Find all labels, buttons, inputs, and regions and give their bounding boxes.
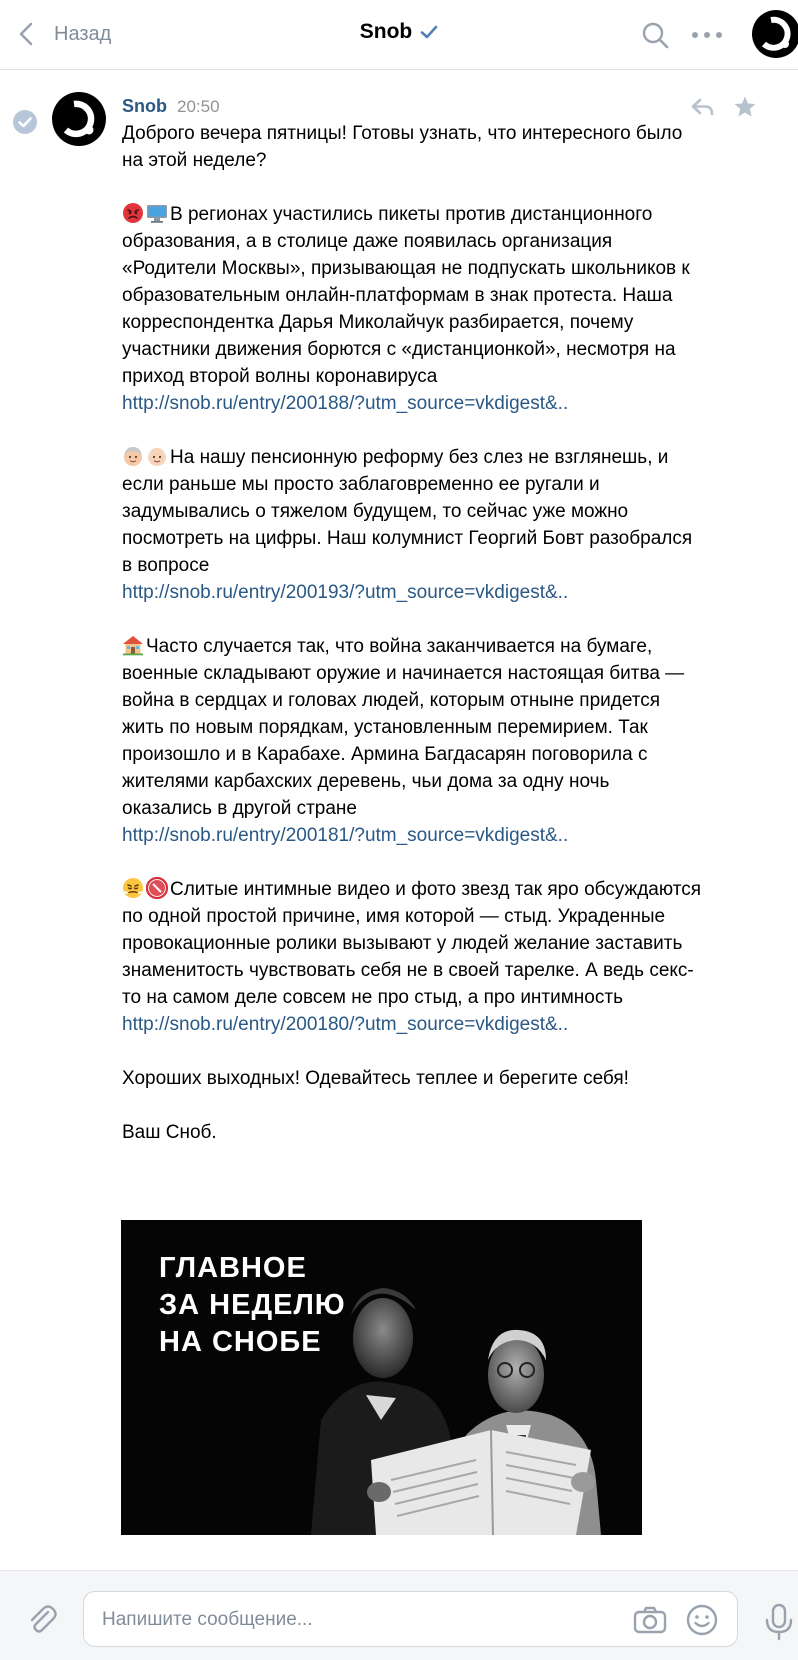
old-woman-emoji-icon (122, 445, 144, 467)
digest-item (122, 633, 704, 822)
digest-item-text: Слитые интимные видео и фото звезд так яро обсуждаются по одной простой причине, имя которой — стыд. Украденные провокационные ролики вызывают у людей желание заставить знаменитость чувствовать себя не в своей тарелке. А ведь секс-то на самом деле совсем не про стыд, а про интимность (122, 879, 701, 1008)
chevron-left-icon (14, 21, 40, 47)
search-icon[interactable] (638, 18, 672, 52)
promo-line: ГЛАВНОЕ (159, 1252, 307, 1284)
digest-item (122, 444, 704, 579)
author-avatar[interactable] (52, 92, 106, 146)
chat-title[interactable] (360, 20, 439, 44)
house-emoji-icon (122, 634, 144, 656)
digest-item-link[interactable]: http://snob.ru/entry/200180/?utm_source=vkdigest&.. (122, 1014, 569, 1035)
chat-title-text: Snob (359, 20, 413, 43)
promo-line: НА СНОБЕ (159, 1326, 322, 1358)
message-header (122, 96, 220, 117)
digest-item-link[interactable]: http://snob.ru/entry/200188/?utm_source=vkdigest&.. (122, 393, 569, 414)
promo-line: ЗА НЕДЕЛЮ (159, 1289, 346, 1321)
star-icon[interactable] (732, 94, 758, 120)
message-selected-icon[interactable] (12, 109, 38, 135)
computer-emoji-icon (146, 202, 168, 224)
signature-text: Ваш Сноб. (122, 1122, 217, 1143)
message-input[interactable] (102, 1606, 602, 1634)
no-under-18-emoji-icon (146, 877, 168, 899)
digest-item-link[interactable]: http://snob.ru/entry/200193/?utm_source=vkdigest&.. (122, 582, 569, 603)
reply-icon[interactable] (690, 94, 716, 120)
promo-image[interactable] (121, 1220, 642, 1535)
promo-headline (159, 1250, 346, 1361)
verified-icon (420, 23, 438, 41)
chat-header (0, 0, 798, 70)
back-label: Назад (54, 22, 112, 45)
author-name[interactable]: Snob (122, 96, 167, 116)
paperclip-icon[interactable] (24, 1603, 60, 1639)
old-man-emoji-icon (146, 445, 168, 467)
digest-item-text: На нашу пенсионную реформу без слез не взглянешь, и если раньше мы просто заблаговременно ее ругали и задумывались о тяжелом будущем, то сейчас уже можно посмотреть на цифры. Наш колумнист Георгий Бовт разобрался в вопросе (122, 447, 693, 576)
digest-item (122, 876, 704, 1011)
more-icon[interactable] (690, 20, 724, 50)
message-time: 20:50 (177, 97, 220, 116)
message-composer (0, 1570, 798, 1660)
digest-item-text: Часто случается так, что война заканчивается на бумаге, военные складывают оружие и начинается настоящая битва — война в сердцах и головах людей, которым отныне придется жить по новым порядкам, установленным перемирием. Так произошло и в Карабахе. Армина Багдасарян поговорила с жителями карбахских деревень, чьи дома за одну ночь оказались в другой стране (122, 636, 685, 819)
digest-item-text: В регионах участились пикеты против дистанционного образования, а в столице даже появилась организация «Родители Москвы», призывающая не подпускать школьников к образовательным онлайн-платформам в знак протеста. Наша корреспондентка Дарья Миколайчук разбирается, почему участники движения борются с «дистанционкой», несмотря на приход второй волны коронавируса (122, 204, 690, 387)
message-input-box (83, 1591, 738, 1647)
digest-item-link[interactable]: http://snob.ru/entry/200181/?utm_source=vkdigest&.. (122, 825, 569, 846)
steaming-face-emoji-icon (122, 877, 144, 899)
smile-icon[interactable] (684, 1602, 720, 1638)
message-body (122, 120, 704, 1146)
microphone-icon[interactable] (762, 1603, 796, 1641)
message-actions (690, 94, 758, 120)
closing-text: Хороших выходных! Одевайтесь теплее и берегите себя! (122, 1068, 629, 1089)
camera-icon[interactable] (632, 1602, 668, 1638)
chat-avatar[interactable] (752, 10, 798, 58)
back-button[interactable] (14, 14, 111, 54)
greeting-text: Доброго вечера пятницы! Готовы узнать, что интересного было на этой неделе? (122, 123, 683, 171)
snob-logo-icon (752, 10, 798, 58)
angry-face-emoji-icon (122, 202, 144, 224)
digest-item (122, 201, 704, 390)
snob-logo-icon (52, 92, 106, 146)
